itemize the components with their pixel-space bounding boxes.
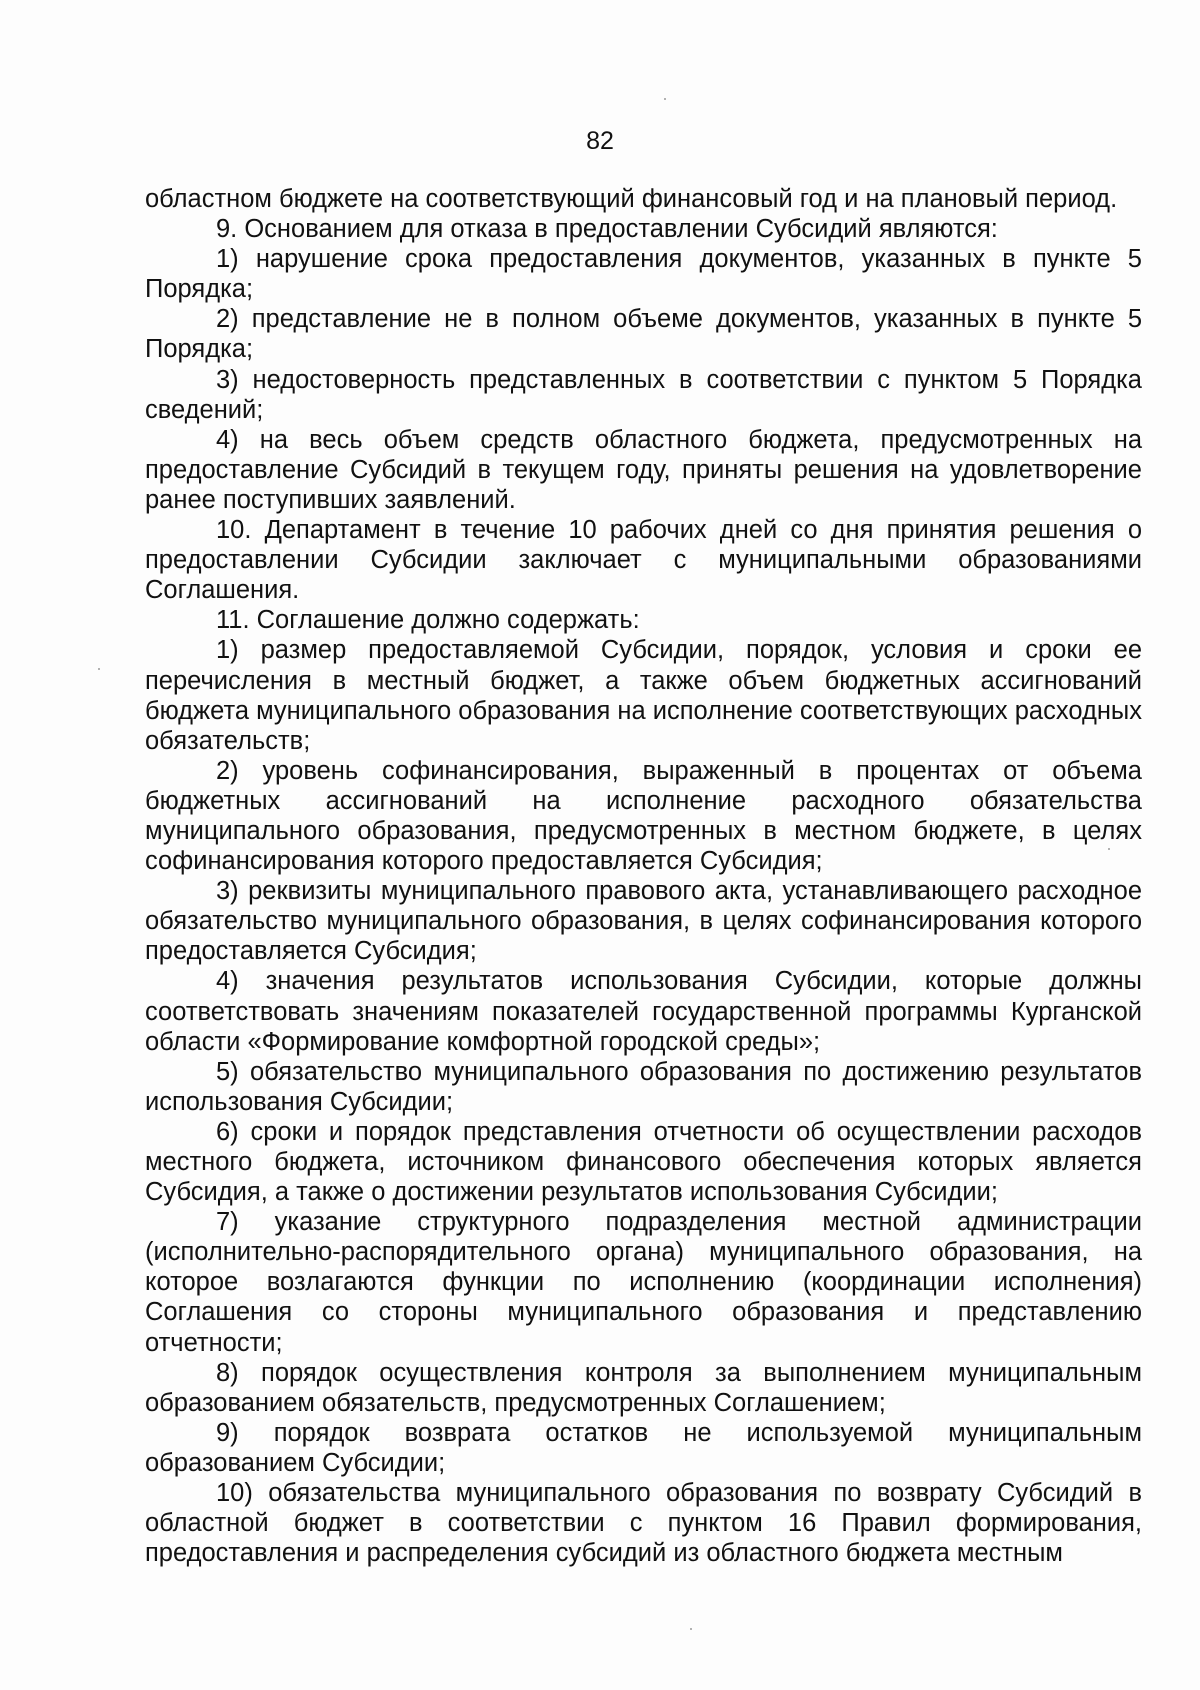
paragraph-continuation: областном бюджете на соответствующий финансовый год и на плановый период. xyxy=(145,185,1118,213)
scan-speck xyxy=(664,98,666,100)
list-item-9-3: 3) недостоверность представленных в соответствии с пунктом 5 Порядка сведений; xyxy=(145,365,1142,424)
paragraph-10: 10. Департамент в течение 10 рабочих дней со дня принятия решения о предоставлении Субсидии заключает с муниципальными образованиями Соглашения. xyxy=(145,516,1142,605)
list-item-11-5: 5) обязательство муниципального образования по достижению результатов использования Субсидии; xyxy=(145,1057,1142,1116)
list-item-11-7: 7) указание структурного подразделения местной администрации (исполнительно-распорядительного органа) муниципального образования, на которое возлагаются функции по исполнению (координации исполнения) Соглашения со стороны муниципального образования и представлению отчетности; xyxy=(145,1208,1142,1357)
paragraph-9-heading: 9. Основанием для отказа в предоставлении Субсидий являются: xyxy=(216,215,998,244)
list-item-11-8: 8) порядок осуществления контроля за выполнением муниципальным образованием обязательств, предусмотренных Соглашением; xyxy=(145,1358,1142,1417)
list-item-9-2: 2) представление не в полном объеме документов, указанных в пункте 5 Порядка; xyxy=(145,305,1142,364)
scan-speck xyxy=(690,1628,692,1630)
list-item-11-10: 10) обязательства муниципального образования по возврату Субсидий в областной бюджет в соответствии с пунктом 16 Правил формирования, предоставления и распределения субсидий из областного бюджета местным xyxy=(145,1479,1142,1568)
page-number: 82 xyxy=(586,127,614,155)
list-item-11-4: 4) значения результатов использования Субсидии, которые должны соответствовать значениям показателей государственной программы Курганской области «Формирование комфортной городской среды»; xyxy=(145,967,1142,1056)
list-item-11-9: 9) порядок возврата остатков не используемой муниципальным образованием Субсидии; xyxy=(145,1418,1142,1477)
list-item-9-4: 4) на весь объем средств областного бюджета, предусмотренных на предоставление Субсидий в текущем году, приняты решения на удовлетворение ранее поступивших заявлений. xyxy=(145,425,1142,514)
list-item-11-1: 1) размер предоставляемой Субсидии, порядок, условия и сроки ее перечисления в местный бюджет, а также объем бюджетных ассигнований бюджета муниципального образования на исполнение соответствующих расходных обязательств; xyxy=(145,636,1142,755)
list-item-11-6: 6) сроки и порядок представления отчетности об осуществлении расходов местного бюджета, источником финансового обеспечения которых является Субсидия, а также о достижении результатов использования Субсидии; xyxy=(145,1117,1142,1207)
list-item-11-3: 3) реквизиты муниципального правового акта, устанавливающего расходное обязательство муниципального образования, в целях софинансирования которого предоставляется Субсидия; xyxy=(145,877,1142,966)
list-item-11-2: 2) уровень софинансирования, выраженный в процентах от объема бюджетных ассигнований на исполнение расходного обязательства муниципального образования, предусмотренных в местном бюджете, в целях софинансирования которого предоставляется Субсидия; xyxy=(145,756,1142,876)
scan-speck xyxy=(98,668,100,670)
list-item-9-1: 1) нарушение срока предоставления документов, указанных в пункте 5 Порядка; xyxy=(145,245,1142,304)
scan-speck xyxy=(1108,848,1110,850)
document-body xyxy=(145,184,1142,1568)
paragraph-11-heading: 11. Соглашение должно содержать: xyxy=(216,606,640,635)
